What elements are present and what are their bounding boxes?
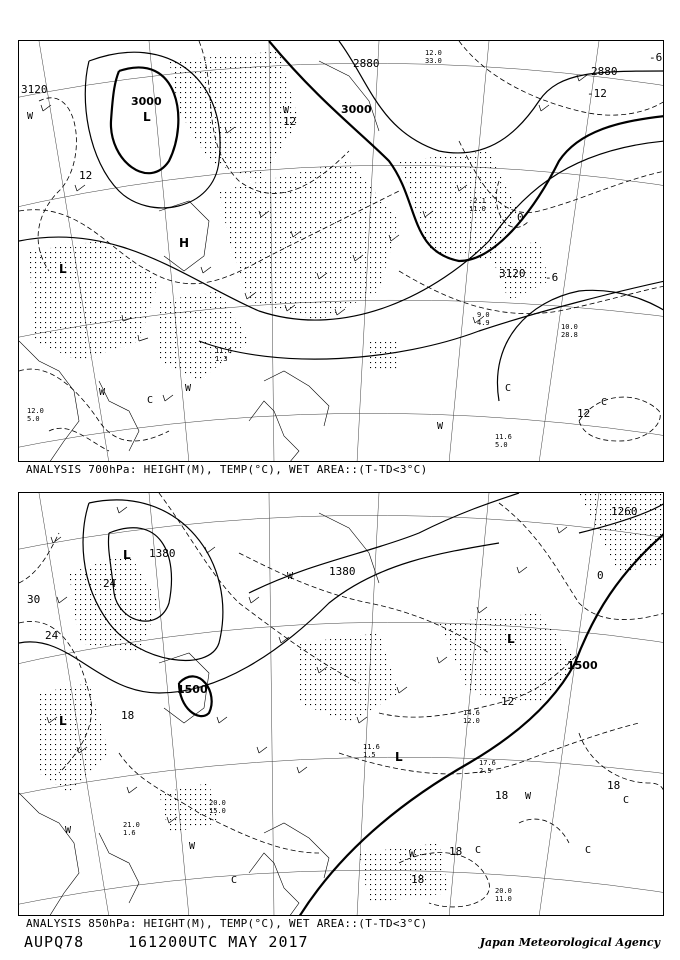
station-plot bbox=[209, 799, 226, 815]
svg-text:9.0: 9.0 bbox=[477, 311, 490, 319]
svg-text:4.9: 4.9 bbox=[477, 319, 490, 327]
isotherm-label: 12 bbox=[79, 169, 93, 182]
height-label: 3000 bbox=[131, 95, 162, 108]
svg-text:28.8: 28.8 bbox=[561, 331, 578, 339]
height-label: 1260 bbox=[611, 505, 638, 518]
svg-text:14.6: 14.6 bbox=[463, 709, 480, 717]
height-label: 1500 bbox=[177, 683, 208, 696]
svg-text:11.6: 11.6 bbox=[215, 347, 232, 355]
isotherm-label: 18 bbox=[449, 845, 463, 858]
isotherm-label: 18 bbox=[607, 779, 621, 792]
wet-areas bbox=[29, 51, 549, 381]
isotherm-label: 0 bbox=[597, 569, 604, 582]
height-label: 1380 bbox=[329, 565, 356, 578]
svg-text:21.0: 21.0 bbox=[123, 821, 140, 829]
agency-name: Japan Meteorological Agency bbox=[479, 936, 660, 949]
isotherm-label: 12 bbox=[501, 695, 515, 708]
warm-marker: W bbox=[409, 849, 416, 860]
warm-marker: W bbox=[99, 387, 106, 398]
upper-chart-caption: ANALYSIS 700hPa: HEIGHT(M), TEMP(°C), WET AREA::(T-TD<3°C) bbox=[26, 463, 428, 476]
svg-text:20.0: 20.0 bbox=[495, 887, 512, 895]
height-label: 2880 bbox=[353, 57, 380, 70]
station-plot bbox=[463, 709, 480, 725]
low-center-marker: L bbox=[395, 750, 403, 764]
svg-text:33.0: 33.0 bbox=[425, 57, 442, 65]
height-label: 3120 bbox=[21, 83, 48, 96]
height-label: 2880 bbox=[591, 65, 618, 78]
cold-marker: C bbox=[623, 795, 630, 806]
lower-chart-map bbox=[19, 493, 664, 916]
height-label: 3000 bbox=[341, 103, 372, 116]
station-plot bbox=[477, 311, 490, 327]
low-center-marker: L bbox=[507, 632, 515, 646]
station-plot bbox=[469, 197, 486, 213]
isotherm-label: 12 bbox=[283, 115, 297, 128]
isotherm-label: -6 bbox=[545, 271, 559, 284]
chart-footer bbox=[24, 933, 660, 955]
isotherm-label: 18 bbox=[411, 873, 425, 886]
warm-marker: W bbox=[189, 841, 196, 852]
svg-text:-2.1: -2.1 bbox=[469, 197, 486, 205]
warm-marker: W bbox=[437, 421, 444, 432]
svg-text:10.0: 10.0 bbox=[561, 323, 578, 331]
valid-time: 161200UTC MAY 2017 bbox=[128, 933, 309, 951]
svg-text:11.0: 11.0 bbox=[469, 205, 486, 213]
cold-marker: C bbox=[475, 845, 482, 856]
cold-marker: C bbox=[505, 383, 512, 394]
svg-text:1.3: 1.3 bbox=[215, 355, 228, 363]
station-plot bbox=[561, 323, 578, 339]
svg-text:11.6: 11.6 bbox=[363, 743, 380, 751]
low-center-marker: L bbox=[123, 548, 131, 562]
low-center-marker: L bbox=[143, 110, 151, 124]
svg-text:1.6: 1.6 bbox=[123, 829, 136, 837]
station-plot bbox=[495, 887, 512, 903]
station-plot bbox=[495, 433, 512, 449]
isotherm-label: 24 bbox=[103, 577, 117, 590]
svg-text:11.6: 11.6 bbox=[495, 433, 512, 441]
warm-marker: W bbox=[283, 105, 290, 116]
svg-text:12.0: 12.0 bbox=[425, 49, 442, 57]
isotherm-label: 30 bbox=[27, 593, 41, 606]
isotherm-label: 18 bbox=[495, 789, 509, 802]
svg-text:2.5: 2.5 bbox=[479, 767, 492, 775]
svg-text:12.0: 12.0 bbox=[463, 717, 480, 725]
svg-text:5.0: 5.0 bbox=[27, 415, 40, 423]
height-label: 1380 bbox=[149, 547, 176, 560]
svg-text:5.0: 5.0 bbox=[495, 441, 508, 449]
isotherm-label: 18 bbox=[121, 709, 135, 722]
upper-chart-map bbox=[19, 41, 664, 462]
warm-marker: W bbox=[287, 571, 294, 582]
cold-marker: C bbox=[585, 845, 592, 856]
warm-marker: W bbox=[65, 825, 72, 836]
upper-chart-700hpa bbox=[18, 40, 664, 462]
station-plot bbox=[123, 821, 140, 837]
isotherm-label: -12 bbox=[587, 87, 607, 100]
warm-marker: W bbox=[185, 383, 192, 394]
svg-text:11.0: 11.0 bbox=[495, 895, 512, 903]
height-label: 3120 bbox=[499, 267, 526, 280]
svg-text:15.0: 15.0 bbox=[209, 807, 226, 815]
isotherm-label: 24 bbox=[45, 629, 59, 642]
warm-marker: W bbox=[525, 791, 532, 802]
isotherm-label: 12 bbox=[577, 407, 591, 420]
warm-marker: W bbox=[27, 111, 34, 122]
height-label: 1500 bbox=[567, 659, 598, 672]
cold-marker: C bbox=[601, 397, 608, 408]
station-plot bbox=[479, 759, 496, 775]
chart-id: AUPQ78 bbox=[24, 933, 85, 951]
low-center-marker: L bbox=[59, 262, 67, 276]
station-plot bbox=[425, 49, 442, 65]
isotherm-label: 0 bbox=[517, 211, 524, 224]
low-center-marker: L bbox=[59, 714, 67, 728]
svg-text:20.0: 20.0 bbox=[209, 799, 226, 807]
station-plot bbox=[27, 407, 44, 423]
lower-chart-caption: ANALYSIS 850hPa: HEIGHT(M), TEMP(°C), WET AREA::(T-TD<3°C) bbox=[26, 917, 428, 930]
high-center-marker: H bbox=[179, 236, 190, 250]
svg-text:1.5: 1.5 bbox=[363, 751, 376, 759]
cold-marker: C bbox=[231, 875, 238, 886]
svg-text:12.0: 12.0 bbox=[27, 407, 44, 415]
isotherm-label: -6 bbox=[649, 51, 663, 64]
station-plot bbox=[363, 743, 380, 759]
cold-marker: C bbox=[147, 395, 154, 406]
svg-text:17.6: 17.6 bbox=[479, 759, 496, 767]
lower-chart-850hpa bbox=[18, 492, 664, 916]
